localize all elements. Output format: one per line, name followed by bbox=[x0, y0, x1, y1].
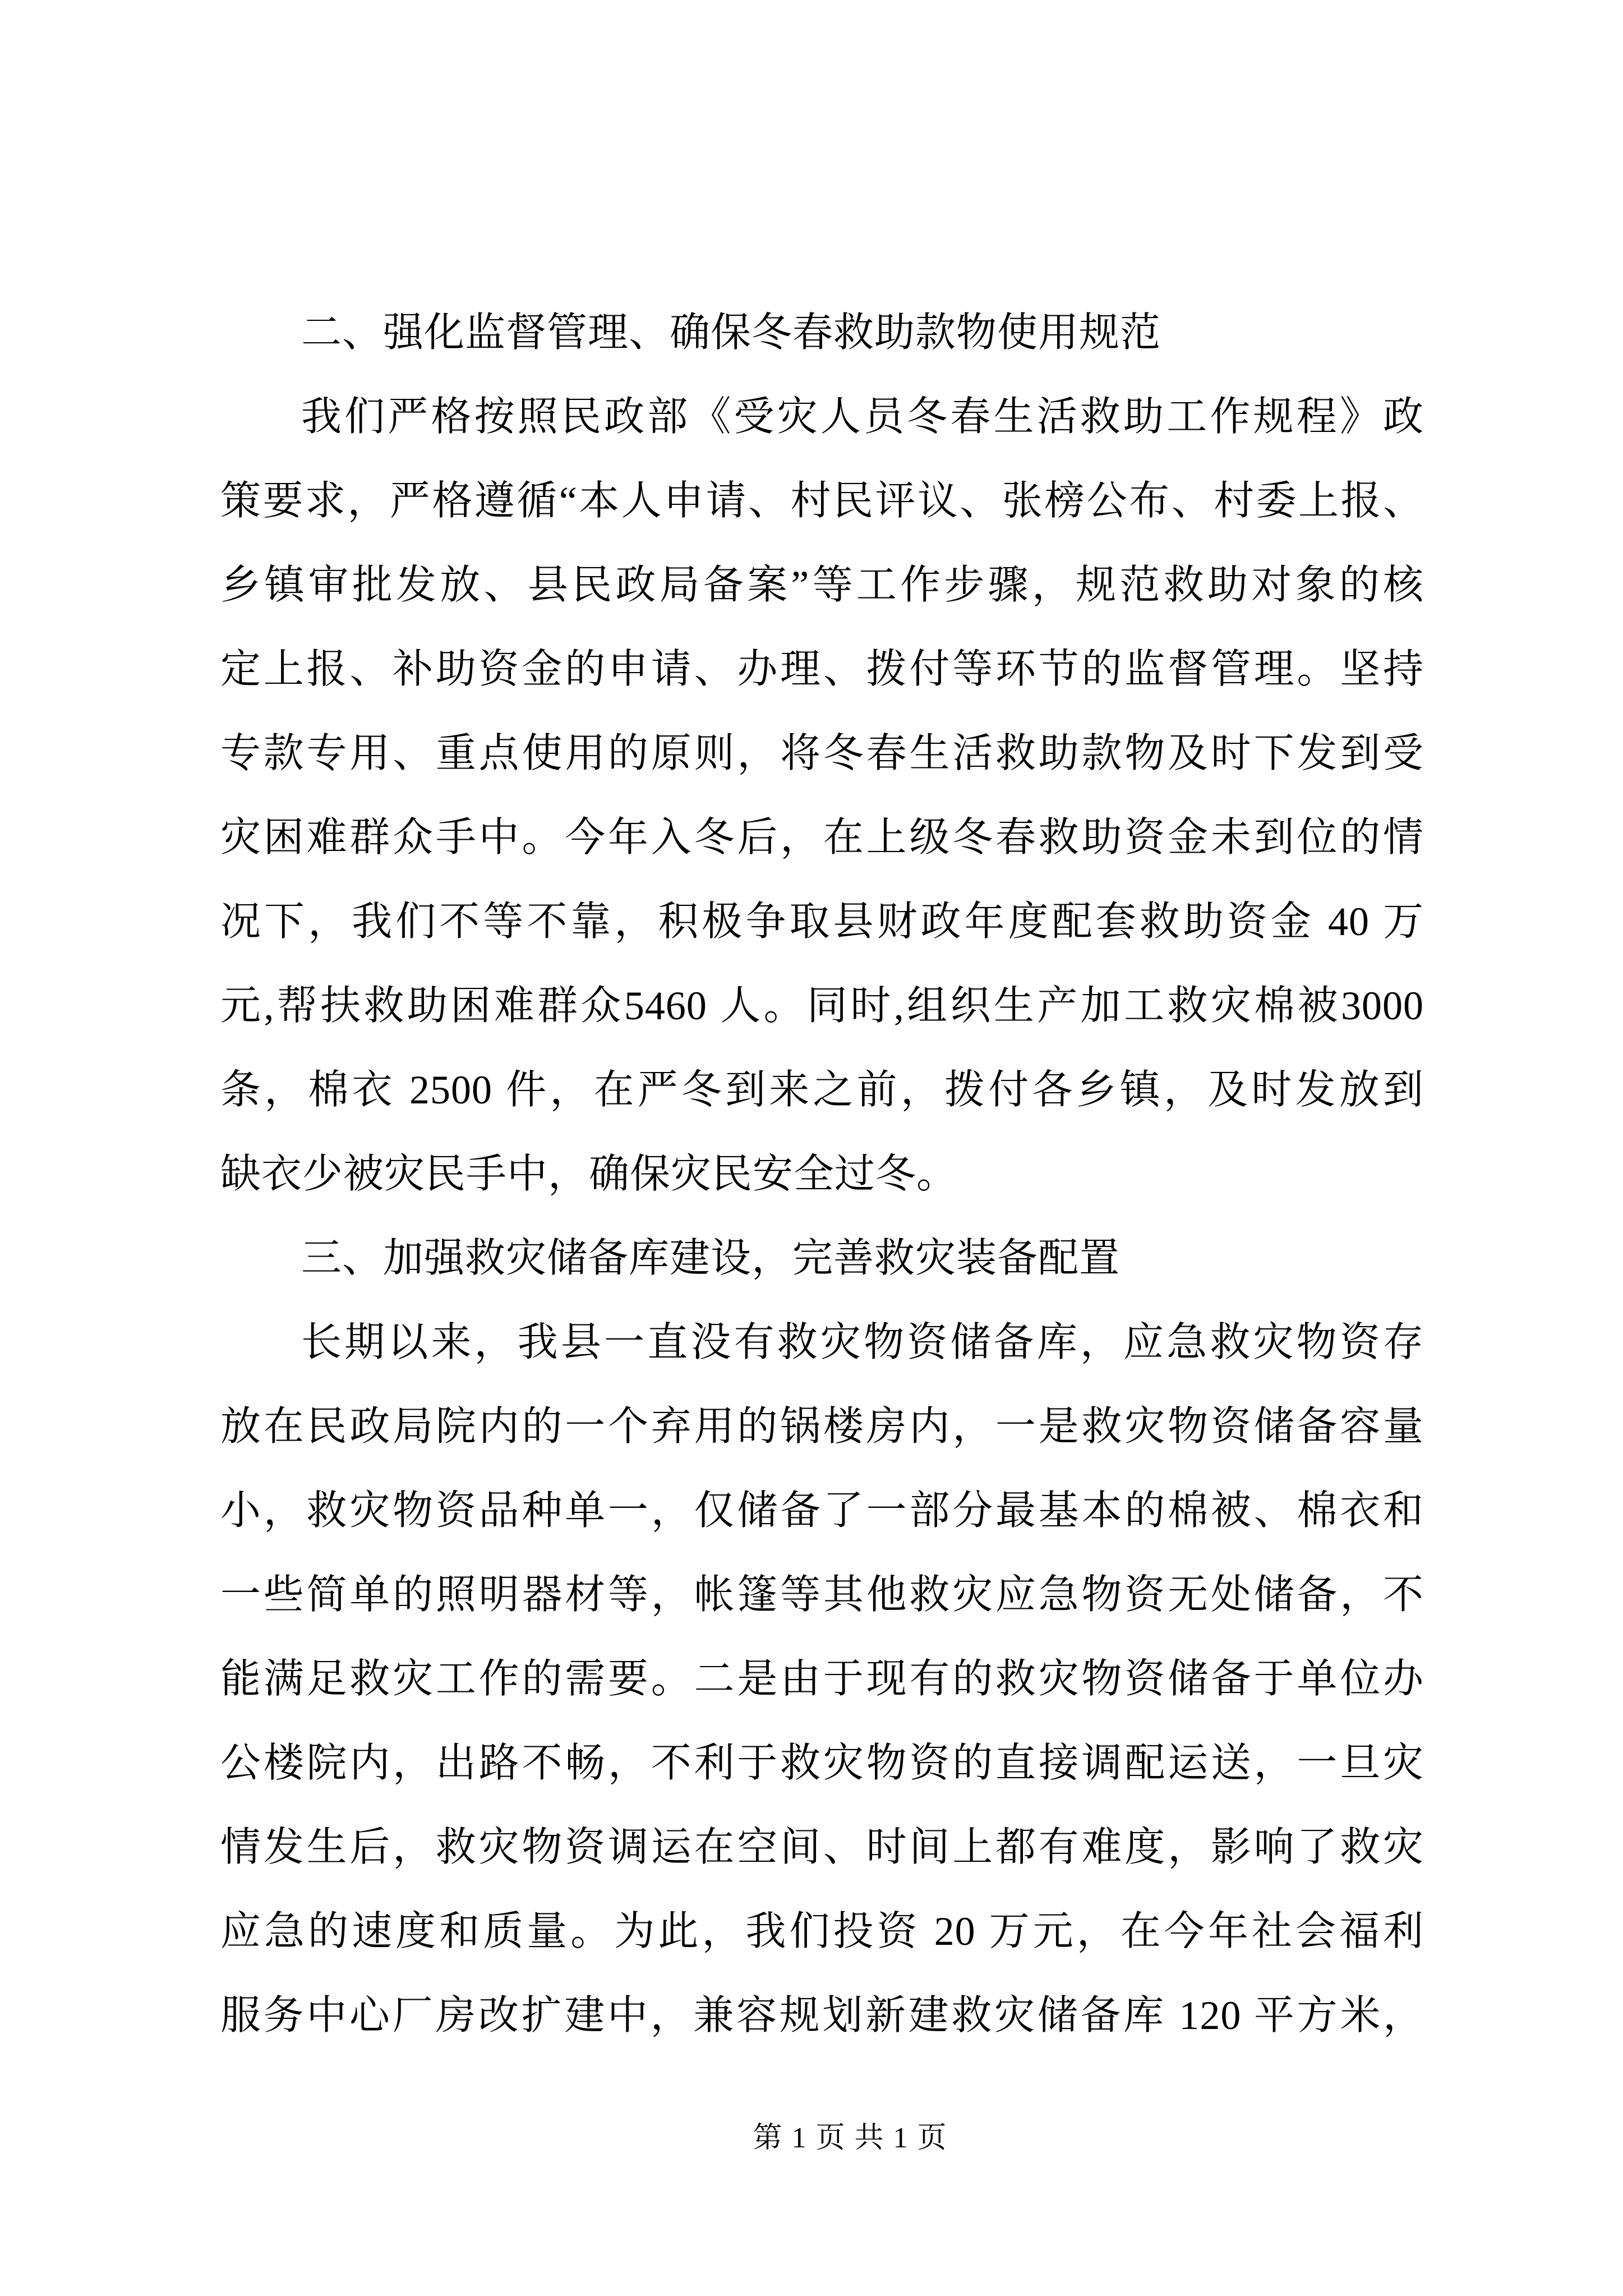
text-line: 定上报、补助资金的申请、办理、拨付等环节的监督管理。坚持 bbox=[220, 647, 1424, 692]
text-line: 服务中心厂房改扩建中，兼容规划新建救灾储备库 120 平方米， bbox=[220, 1993, 1424, 2038]
text-line: 况下，我们不等不靠，积极争取县财政年度配套救助资金 40 万 bbox=[220, 899, 1424, 944]
text-line: 情发生后，救灾物资调运在空间、时间上都有难度，影响了救灾 bbox=[220, 1825, 1424, 1870]
text-line: 小，救灾物资品种单一，仅储备了一部分最基本的棉被、棉衣和 bbox=[220, 1488, 1424, 1533]
page-footer bbox=[0, 2110, 1623, 2166]
text-line: 乡镇审批发放、县民政局备案”等工作步骤，规范救助对象的核 bbox=[220, 563, 1424, 608]
text-line: 一些简单的照明器材等，帐篷等其他救灾应急物资无处储备，不 bbox=[220, 1572, 1424, 1617]
text-line: 二、强化监督管理、确保冬春救助款物使用规范 bbox=[301, 310, 1161, 355]
text-line: 三、加强救灾储备库建设，完善救灾装备配置 bbox=[301, 1236, 1121, 1281]
text-line: 长期以来，我县一直没有救灾物资储备库，应急救灾物资存 bbox=[301, 1320, 1424, 1365]
text-line: 公楼院内，出路不畅，不利于救灾物资的直接调配运送，一旦灾 bbox=[220, 1741, 1424, 1786]
text-line: 能满足救灾工作的需要。二是由于现有的救灾物资储备于单位办 bbox=[220, 1657, 1424, 1701]
text-line: 放在民政局院内的一个弃用的锅楼房内，一是救灾物资储备容量 bbox=[220, 1404, 1424, 1449]
text-line: 我们严格按照民政部《受灾人员冬春生活救助工作规程》政 bbox=[301, 394, 1424, 439]
text-line: 策要求，严格遵循“本人申请、村民评议、张榜公布、村委上报、 bbox=[220, 478, 1424, 523]
text-line: 灾困难群众手中。今年入冬后，在上级冬春救助资金未到位的情 bbox=[220, 815, 1424, 860]
page-number-text: 第 1 页 共 1 页 bbox=[753, 2122, 948, 2154]
text-line: 应急的速度和质量。为此，我们投资 20 万元，在今年社会福利 bbox=[220, 1909, 1424, 1954]
text-line: 条，棉衣 2500 件，在严冬到来之前，拨付各乡镇，及时发放到 bbox=[220, 1068, 1424, 1112]
text-line: 专款专用、重点使用的原则，将冬春生活救助款物及时下发到受 bbox=[220, 731, 1424, 776]
text-line: 缺衣少被灾民手中，确保灾民安全过冬。 bbox=[220, 1152, 958, 1197]
text-line: 元,帮扶救助困难群众5460 人。同时,组织生产加工救灾棉被3000 bbox=[220, 983, 1424, 1028]
document-body bbox=[220, 291, 1424, 2058]
